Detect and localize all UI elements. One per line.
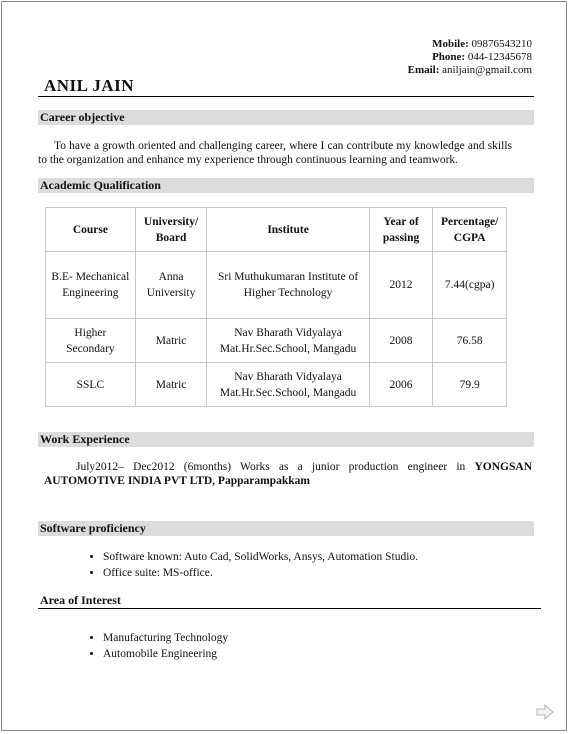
col-course: Course xyxy=(46,208,136,252)
cell-year: 2006 xyxy=(369,363,433,407)
cell-course: SSLC xyxy=(46,363,136,407)
candidate-name: ANIL JAIN xyxy=(44,76,134,95)
arrow-right-icon[interactable] xyxy=(536,704,554,720)
list-item: • Software known: Auto Cad, SolidWorks, Ansys, Automation Studio. xyxy=(103,549,418,565)
table-row xyxy=(46,319,507,363)
work-experience-text xyxy=(44,460,532,488)
col-percentage: Percentage/ CGPA xyxy=(433,208,507,252)
cell-institute: Nav Bharath Vidyalaya Mat.Hr.Sec.School, Mangadu xyxy=(207,319,369,363)
work-description: July2012– Dec2012 (6months) Works as a junior production engineer in xyxy=(76,461,466,473)
list-item: • Automobile Engineering xyxy=(103,646,228,662)
email-line xyxy=(408,64,532,77)
col-institute: Institute xyxy=(207,208,369,252)
cell-year: 2008 xyxy=(369,319,433,363)
list-item: • Manufacturing Technology xyxy=(103,630,228,646)
phone-label: Phone: xyxy=(432,51,466,63)
company-name: YONGSAN AUTOMOTIVE INDIA PVT LTD, Papparampakkam xyxy=(44,461,533,487)
academic-heading: Academic Qualification xyxy=(38,178,534,193)
career-objective-text: To have a growth oriented and challenging career, where I can contribute my knowledge and skills to the organization and enhance my experience through continuous learning and teamwork. xyxy=(38,140,512,166)
mobile-value: 09876543210 xyxy=(471,38,532,50)
interest-list xyxy=(86,630,228,662)
phone-value: 044-12345678 xyxy=(467,51,532,63)
interest-heading: Area of Interest xyxy=(38,593,541,609)
email-value[interactable]: aniljain@gmail.com xyxy=(442,64,532,76)
contact-block xyxy=(408,38,532,77)
phone-line xyxy=(408,51,532,64)
cell-university: Matric xyxy=(135,319,207,363)
table-row xyxy=(46,252,507,319)
table-header-row xyxy=(46,208,507,252)
cell-university: Matric xyxy=(135,363,207,407)
work-experience-heading: Work Experience xyxy=(38,432,534,447)
col-year: Year of passing xyxy=(369,208,433,252)
software-list xyxy=(86,549,418,581)
table-row xyxy=(46,363,507,407)
mobile-label: Mobile: xyxy=(432,38,469,50)
cell-percentage: 76.58 xyxy=(433,319,507,363)
mobile-line xyxy=(408,38,532,51)
cell-institute: Sri Muthukumaran Institute of Higher Technology xyxy=(207,252,369,319)
cell-university: Anna University xyxy=(135,252,207,319)
cell-course: B.E- Mechanical Engineering xyxy=(46,252,136,319)
cell-percentage: 79.9 xyxy=(433,363,507,407)
cell-institute: Nav Bharath Vidyalaya Mat.Hr.Sec.School, Mangadu xyxy=(207,363,369,407)
email-label: Email: xyxy=(407,64,440,76)
col-university: University/ Board xyxy=(135,208,207,252)
name-divider xyxy=(38,96,534,97)
career-objective-heading: Career objective xyxy=(38,110,534,125)
cell-percentage: 7.44(cgpa) xyxy=(433,252,507,319)
software-heading: Software proficiency xyxy=(38,521,534,536)
list-item: • Office suite: MS-office. xyxy=(103,565,418,581)
academic-table xyxy=(45,207,507,407)
cell-course: Higher Secondary xyxy=(46,319,136,363)
cell-year: 2012 xyxy=(369,252,433,319)
